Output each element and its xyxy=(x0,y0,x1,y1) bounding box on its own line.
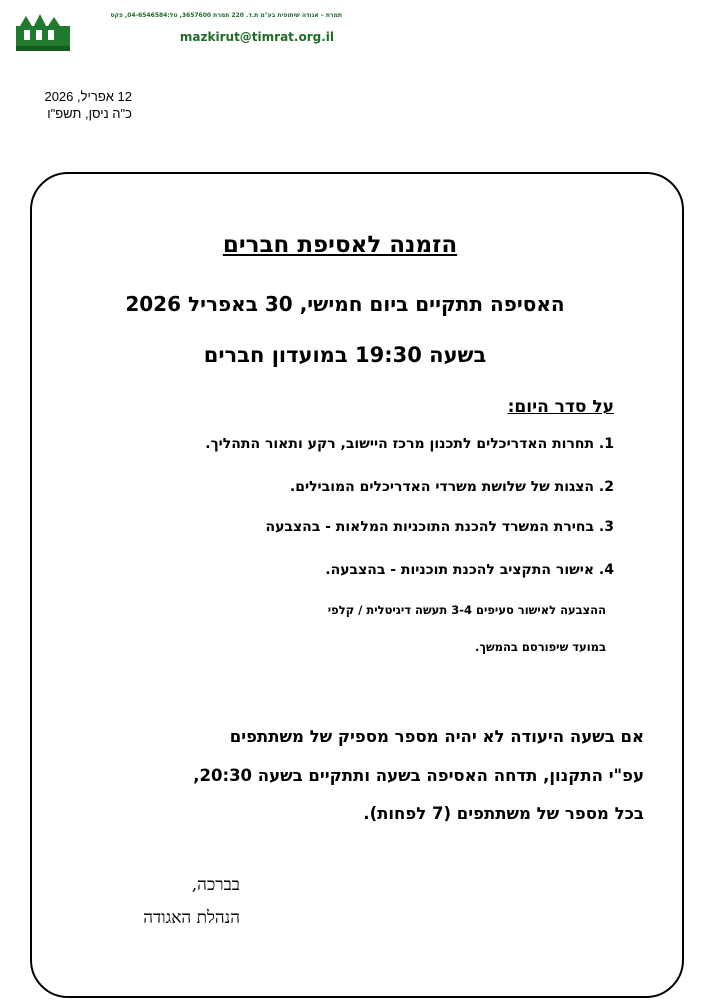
closing-greeting: בברכה, xyxy=(191,875,240,895)
hebrew-date: כ"ה ניסן, תשפ"ו xyxy=(47,106,132,121)
agenda-item: 2. הצגות של שלושת משרדי האדריכלים המובילים. xyxy=(289,479,614,495)
header-organization-line: תמרת – אגודה שיתופית בע"מ ת.ד. 220 תמרת 3657600, טל:04-6546584, פקס xyxy=(110,12,342,19)
gregorian-date: 12 אפריל, 2026 xyxy=(44,89,132,104)
invitation-title: הזמנה לאסיפת חברים xyxy=(222,232,458,258)
date-block xyxy=(14,88,132,122)
timrat-logo xyxy=(14,12,72,52)
quorum-note-line: עפ"י התקנון, תדחה האסיפה בשעה ותתקיים בשעה 20:30, xyxy=(193,766,644,785)
vote-note-line: ההצבעה לאישור סעיפים 3-4 תעשה דיגיטלית / קלפי xyxy=(327,603,606,617)
quorum-note-line: אם בשעה היעודה לא יהיה מספר מספיק של משתתפים xyxy=(229,727,644,746)
quorum-note-line: בכל מספר של משתתפים (7 לפחות). xyxy=(363,804,644,823)
vote-note-line: במועד שיפורסם בהמשך. xyxy=(474,640,606,654)
timrat-logo-icon xyxy=(14,12,72,52)
meeting-date-line: האסיפה תתקיים ביום חמישי, 30 באפריל 2026 xyxy=(125,292,565,316)
agenda-item: 1. תחרות האדריכלים לתכנון מרכז היישוב, רקע ותאור התהליך. xyxy=(205,436,614,452)
meeting-time-line: בשעה 19:30 במועדון חברים xyxy=(203,343,487,367)
agenda-item: 3. בחירת המשרד להכנת התוכניות המלאות - בהצבעה xyxy=(265,519,614,535)
agenda-item: 4. אישור התקציב להכנת תוכניות - בהצבעה. xyxy=(325,562,614,578)
header-email[interactable]: mazkirut@timrat.org.il xyxy=(179,30,334,44)
signature: הנהלת האגודה xyxy=(143,908,240,928)
agenda-heading: על סדר היום: xyxy=(507,397,614,417)
